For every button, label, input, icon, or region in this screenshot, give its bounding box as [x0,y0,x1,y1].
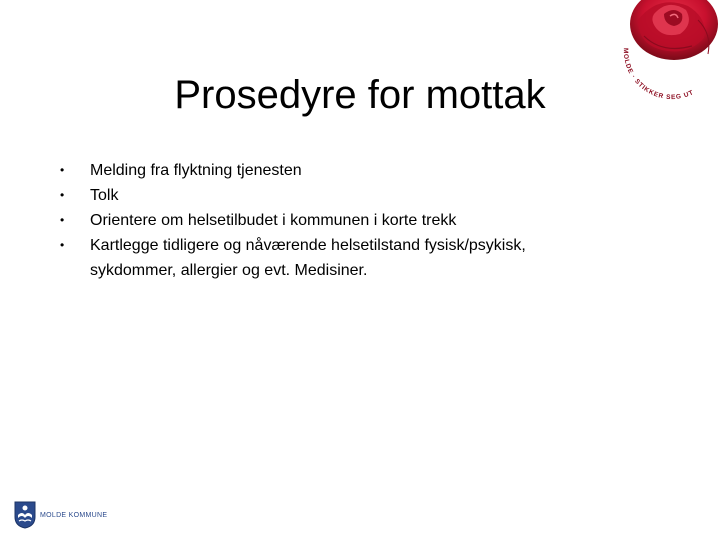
slide-title: Prosedyre for mottak [174,73,546,117]
bullet-marker: • [60,213,65,227]
bullet-item [56,158,616,183]
bullet-item [56,233,616,283]
bullet-item [56,183,616,208]
bullet-marker: • [60,163,65,177]
bullet-list [56,158,616,283]
bullet-text: Tolk [90,187,119,204]
bullet-text: Melding fra flyktning tjenesten [90,162,302,179]
bullet-marker: • [60,238,65,252]
bullet-marker: • [60,188,65,202]
rose-logo-slogan: MOLDE · STIKKER SEG UT [621,47,696,102]
coat-of-arms-icon [14,501,36,529]
bullet-text: Orientere om helsetilbudet i kommunen i korte trekk [90,212,457,229]
bullet-text: Kartlegge tidligere og nåværende helsetilstand fysisk/psykisk, sykdommer, allergier og evt. Medisiner. [90,237,526,279]
rose-icon [630,0,718,60]
kommune-name: MOLDE KOMMUNE [40,511,108,519]
molde-kommune-logo [14,497,107,533]
bullet-item [56,208,616,233]
